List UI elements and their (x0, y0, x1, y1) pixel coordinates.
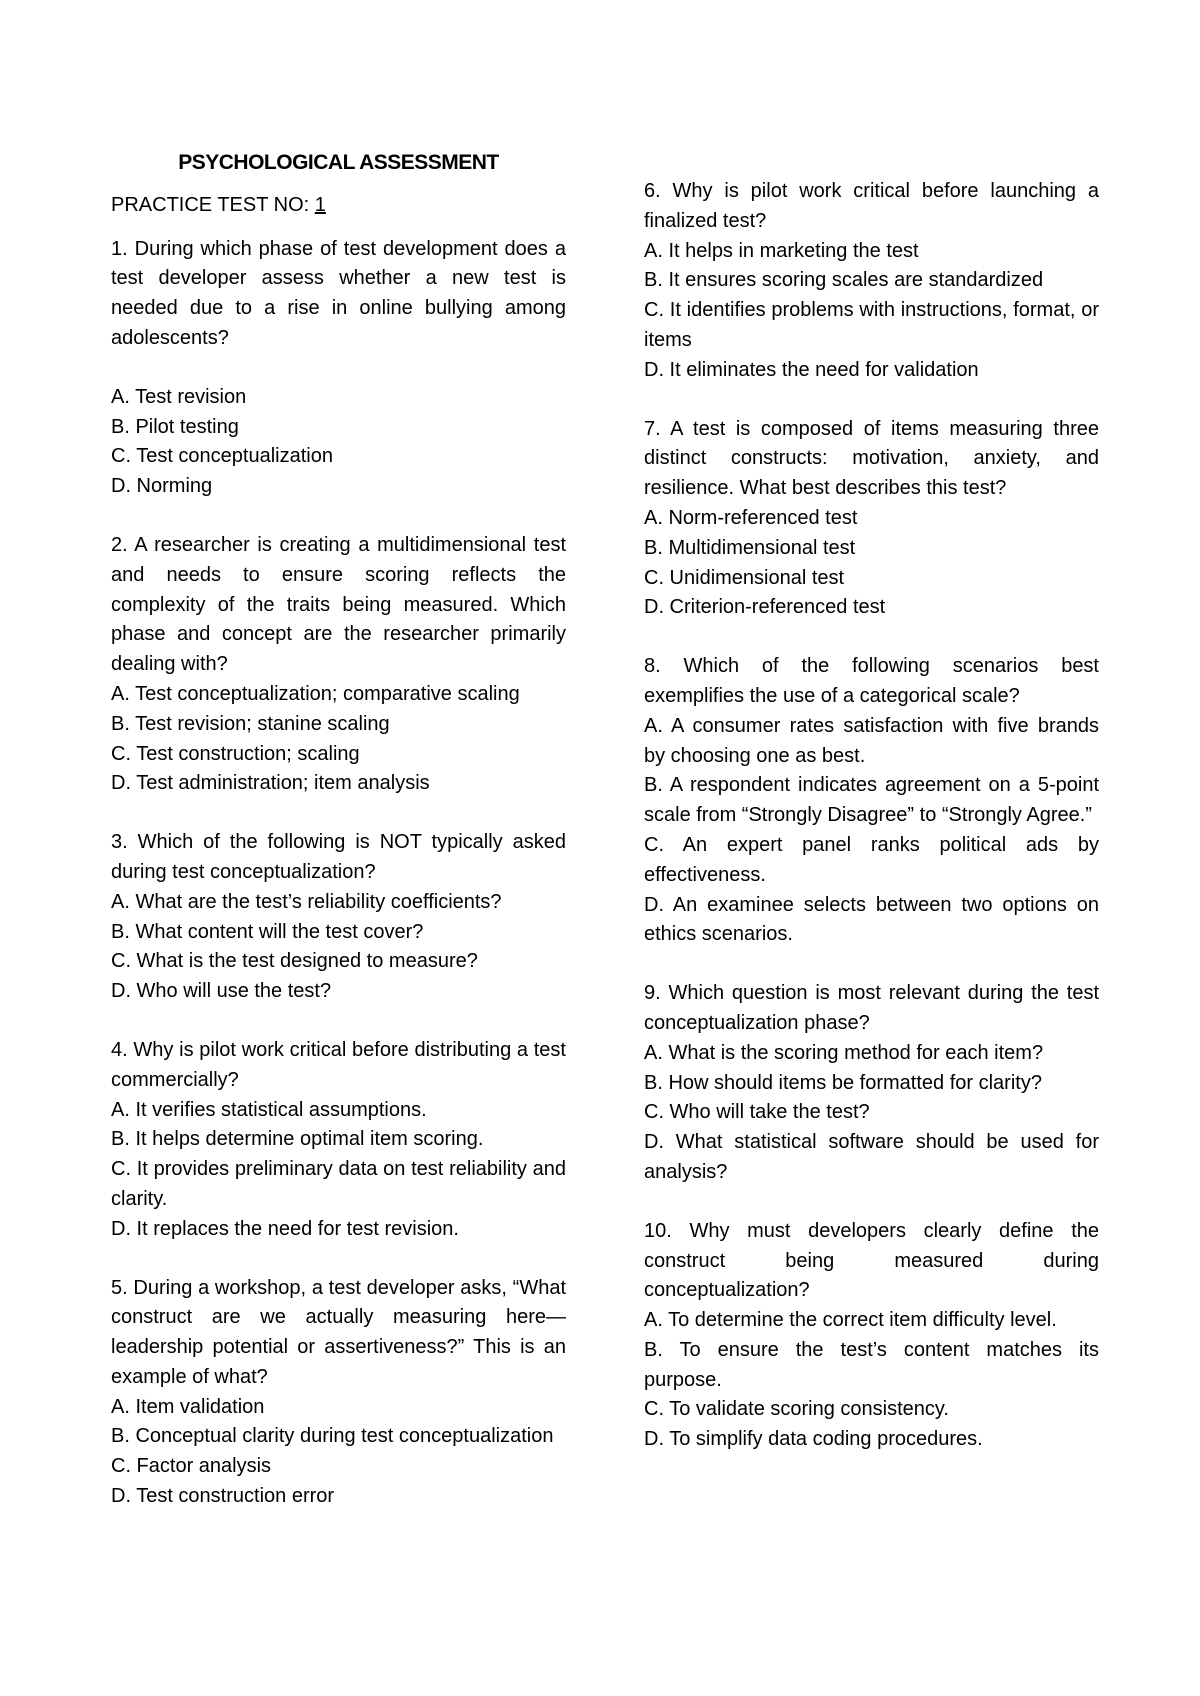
option-d: D. Test construction error (111, 1485, 335, 1508)
question-text: 6. Why is pilot work critical before launching a finalized test? (644, 180, 1099, 232)
option-b: B. Test revision; stanine scaling (111, 712, 390, 735)
option-a: A. What is the scoring method for each item? (644, 1041, 1044, 1064)
option-a: A. Test conceptualization; comparative scaling (111, 682, 520, 705)
option-a: A. Test revision (111, 385, 247, 408)
option-a: A. It helps in marketing the test (644, 239, 919, 262)
option-d: D. Test administration; item analysis (111, 772, 430, 795)
option-c: C. An expert panel ranks political ads by effectiveness. (644, 833, 1099, 886)
option-d: D. What statistical software should be used for analysis? (644, 1131, 1099, 1183)
option-d: D. It replaces the need for test revision. (111, 1217, 459, 1240)
question-text: 3. Which of the following is NOT typically asked during test conceptualization? (111, 831, 566, 883)
option-b: B. It ensures scoring scales are standardized (644, 269, 1044, 292)
practice-test-number (111, 191, 566, 221)
option-c: C. Test construction; scaling (111, 742, 360, 765)
option-b: B. Conceptual clarity during test conceptualization (111, 1425, 554, 1448)
option-c: C. It identifies problems with instructions, format, or items (644, 299, 1099, 351)
document-title: PSYCHOLOGICAL ASSESSMENT (178, 151, 499, 174)
option-d: D. Who will use the test? (111, 980, 332, 1003)
question-10 (644, 1217, 1099, 1455)
question-3 (111, 828, 566, 1007)
option-d: D. An examinee selects between two options on ethics scenarios. (644, 893, 1099, 946)
question-text: 8. Which of the following scenarios best exemplifies the use of a categorical scale? (644, 655, 1099, 707)
option-a: A. Item validation (111, 1395, 265, 1418)
option-b: B. A respondent indicates agreement on a 5-point scale from “Strongly Disagree” to “Strongly Agree.” (644, 774, 1099, 827)
option-a: A. To determine the correct item difficulty level. (644, 1309, 1057, 1332)
option-b: B. It helps determine optimal item scoring. (111, 1128, 484, 1151)
question-2 (111, 531, 566, 799)
option-d: D. Norming (111, 475, 213, 498)
option-b: B. Pilot testing (111, 415, 239, 438)
option-b: B. What content will the test cover? (111, 920, 424, 943)
option-a: A. It verifies statistical assumptions. (111, 1098, 427, 1121)
option-d: D. Criterion-referenced test (644, 596, 886, 619)
option-c: C. To validate scoring consistency. (644, 1398, 949, 1421)
option-b: B. Multidimensional test (644, 536, 856, 559)
question-text: 7. A test is composed of items measuring three distinct constructs: motivation, anxiety, and resilience. What best describes this test? (644, 417, 1099, 500)
option-c: C. What is the test designed to measure? (111, 950, 478, 973)
question-9 (644, 979, 1099, 1188)
question-text: 10. Why must developers clearly define the construct being measured during conceptualization? (644, 1219, 1099, 1302)
option-c: C. Unidimensional test (644, 566, 845, 589)
option-a: A. What are the test’s reliability coefficients? (111, 890, 502, 913)
question-text: 5. During a workshop, a test developer asks, “What construct are we actually measuring here—leadership potential or assertiveness?” This is an example of what? (111, 1276, 566, 1388)
option-b: B. To ensure the test’s content matches its purpose. (644, 1338, 1099, 1391)
option-c: C. Test conceptualization (111, 445, 333, 468)
option-a: A. Norm-referenced test (644, 506, 858, 529)
option-c: C. Who will take the test? (644, 1101, 870, 1124)
question-8 (644, 652, 1099, 950)
option-d: D. To simplify data coding procedures. (644, 1428, 983, 1451)
right-column (644, 177, 1099, 1484)
question-5 (111, 1274, 566, 1512)
option-c: C. It provides preliminary data on test reliability and clarity. (111, 1158, 566, 1210)
option-b: B. How should items be formatted for clarity? (644, 1071, 1042, 1094)
question-7 (644, 415, 1099, 624)
question-text: 4. Why is pilot work critical before distributing a test commercially? (111, 1038, 566, 1091)
option-c: C. Factor analysis (111, 1455, 272, 1478)
test-label: PRACTICE TEST NO: (111, 193, 315, 216)
test-number: 1 (314, 193, 326, 216)
left-column (111, 148, 566, 1541)
question-text: 2. A researcher is creating a multidimensional test and needs to ensure scoring reflects the complexity of the traits being measured. Which phase and concept are the researcher primarily dealing with? (111, 533, 566, 676)
option-a: A. A consumer rates satisfaction with five brands by choosing one as best. (644, 714, 1099, 767)
question-text: 1. During which phase of test development does a test developer assess whether a new test is needed due to a rise in online bullying among adolescents? (111, 237, 566, 349)
question-4 (111, 1036, 566, 1245)
question-6 (644, 177, 1099, 386)
option-d: D. It eliminates the need for validation (644, 358, 979, 381)
question-text: 9. Which question is most relevant during the test conceptualization phase? (644, 982, 1099, 1034)
question-1 (111, 235, 566, 502)
